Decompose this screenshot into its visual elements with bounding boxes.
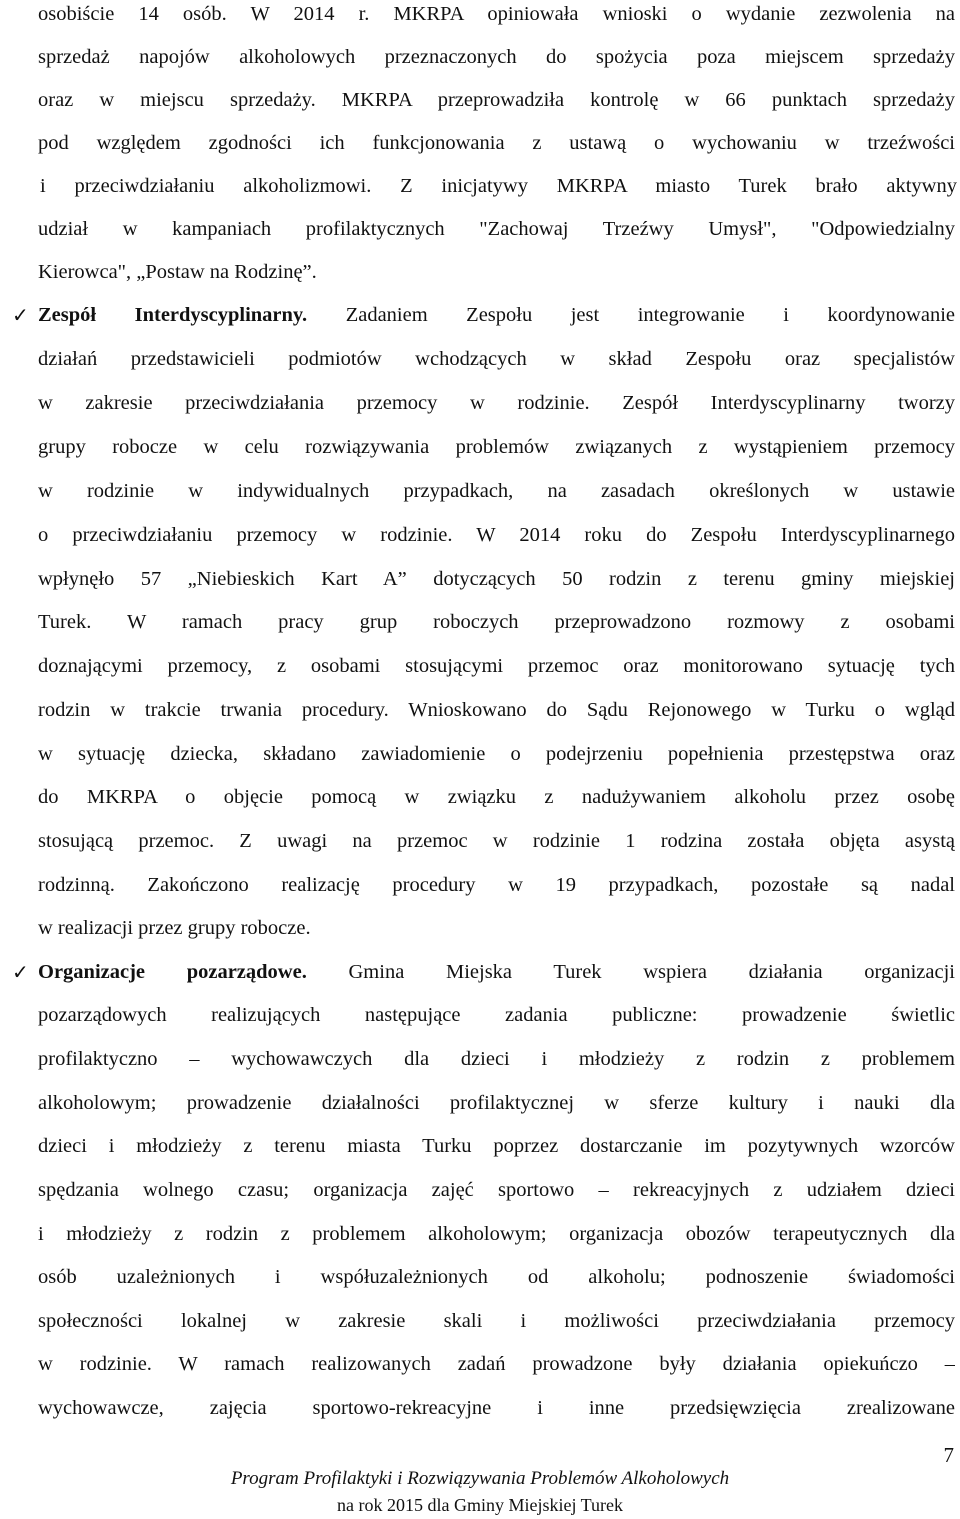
text-line: stosującą przemoc. Z uwagi na przemoc w rodzinie 1 rodzina została objęta asystą <box>38 830 955 852</box>
text-line: wpłynęło 57 „Niebieskich Kart A” dotyczących 50 rodzin z terenu gminy miejskiej <box>38 568 955 590</box>
text-line: oraz w miejscu sprzedaży. MKRPA przeprowadziła kontrolę w 66 punktach sprzedaży <box>38 89 955 111</box>
section-heading: Zespół Interdyscyplinarny. <box>38 304 308 326</box>
text-line: profilaktyczno – wychowawczych dla dzieci i młodzieży z rodzin z problemem <box>38 1048 955 1070</box>
section-heading: Organizacje pozarządowe. <box>38 961 307 983</box>
text-line: dzieci i młodzieży z terenu miasta Turku poprzez dostarczanie im pozytywnych wzorców <box>38 1135 955 1157</box>
text-line: i przeciwdziałaniu alkoholizmowi. Z inicjatywy MKRPA miasto Turek brało aktywny <box>40 175 957 197</box>
text-line: grupy robocze w celu rozwiązywania problemów związanych z wystąpieniem przemocy <box>38 436 955 458</box>
checkmark-bullet-icon: ✓ <box>12 303 29 327</box>
checkmark-bullet-icon: ✓ <box>12 960 29 984</box>
text-line: udział w kampaniach profilaktycznych "Zachowaj Trzeźwy Umysł", "Odpowiedzialny <box>38 218 955 240</box>
text-line: Turek. W ramach pracy grup roboczych przeprowadzono rozmowy z osobami <box>38 611 955 633</box>
section-heading-line <box>38 956 955 988</box>
text-line: osobiście 14 osób. W 2014 r. MKRPA opiniowała wnioski o wydanie zezwolenia na <box>38 3 955 25</box>
text-line: pod względem zgodności ich funkcjonowania z ustawą o wychowaniu w trzeźwości <box>38 132 955 154</box>
text-line: rodzin w trakcie trwania procedury. Wnioskowano do Sądu Rejonowego w Turku o wgląd <box>38 699 955 721</box>
text-line: sprzedaż napojów alkoholowych przeznaczonych do spożycia poza miejscem sprzedaży <box>38 46 955 68</box>
text-line: pozarządowych realizujących następujące zadania publiczne: prowadzenie świetlic <box>38 1004 955 1026</box>
footer-subtitle: na rok 2015 dla Gminy Miejskiej Turek <box>337 1495 623 1515</box>
text-line: osób uzależnionych i współuzależnionych od alkoholu; podnoszenie świadomości <box>38 1266 955 1288</box>
text-line: wychowawcze, zajęcia sportowo-rekreacyjne i inne przedsięwzięcia zrealizowane <box>38 1397 955 1419</box>
section-heading-line <box>38 299 955 331</box>
text-line: i młodzieży z rodzin z problemem alkoholowym; organizacja obozów terapeutycznych dla <box>38 1223 955 1245</box>
text-line: działań przedstawicieli podmiotów wchodzących w skład Zespołu oraz specjalistów <box>38 348 955 370</box>
text-line: o przeciwdziałaniu przemocy w rodzinie. W 2014 roku do Zespołu Interdyscyplinarnego <box>38 524 955 546</box>
footer-title: Program Profilaktyki i Rozwiązywania Problemów Alkoholowych <box>230 1468 730 1489</box>
text-line: w rodzinie w indywidualnych przypadkach, na zasadach określonych w ustawie <box>38 480 955 502</box>
text-line: Zadaniem Zespołu jest integrowanie i koordynowanie <box>307 304 955 326</box>
text-line: rodzinną. Zakończono realizację procedury w 19 przypadkach, pozostałe są nadal <box>38 874 955 896</box>
text-line: w sytuację dziecka, składano zawiadomienie o podejrzeniu popełnienia przestępstwa oraz <box>38 743 955 765</box>
text-line: doznającymi przemocy, z osobami stosującymi przemoc oraz monitorowano sytuację tych <box>38 655 955 677</box>
text-line: w zakresie przeciwdziałania przemocy w rodzinie. Zespół Interdyscyplinarny tworzy <box>38 392 955 414</box>
text-line: Kierowca", „Postaw na Rodzinę”. <box>38 261 317 283</box>
text-line: alkoholowym; prowadzenie działalności profilaktycznej w sferze kultury i nauki dla <box>38 1092 955 1114</box>
text-line: w rodzinie. W ramach realizowanych zadań prowadzone były działania opiekuńczo – <box>38 1353 955 1375</box>
page-number: 7 <box>943 1443 954 1467</box>
text-line: spędzania wolnego czasu; organizacja zajęć sportowo – rekreacyjnych z udziałem dzieci <box>38 1179 955 1201</box>
text-line: w realizacji przez grupy robocze. <box>38 917 311 939</box>
text-line: do MKRPA o objęcie pomocą w związku z nadużywaniem alkoholu przez osobę <box>38 786 955 808</box>
text-line: społeczności lokalnej w zakresie skali i możliwości przeciwdziałania przemocy <box>38 1310 955 1332</box>
text-line: Gmina Miejska Turek wspiera działania organizacji <box>306 961 955 983</box>
